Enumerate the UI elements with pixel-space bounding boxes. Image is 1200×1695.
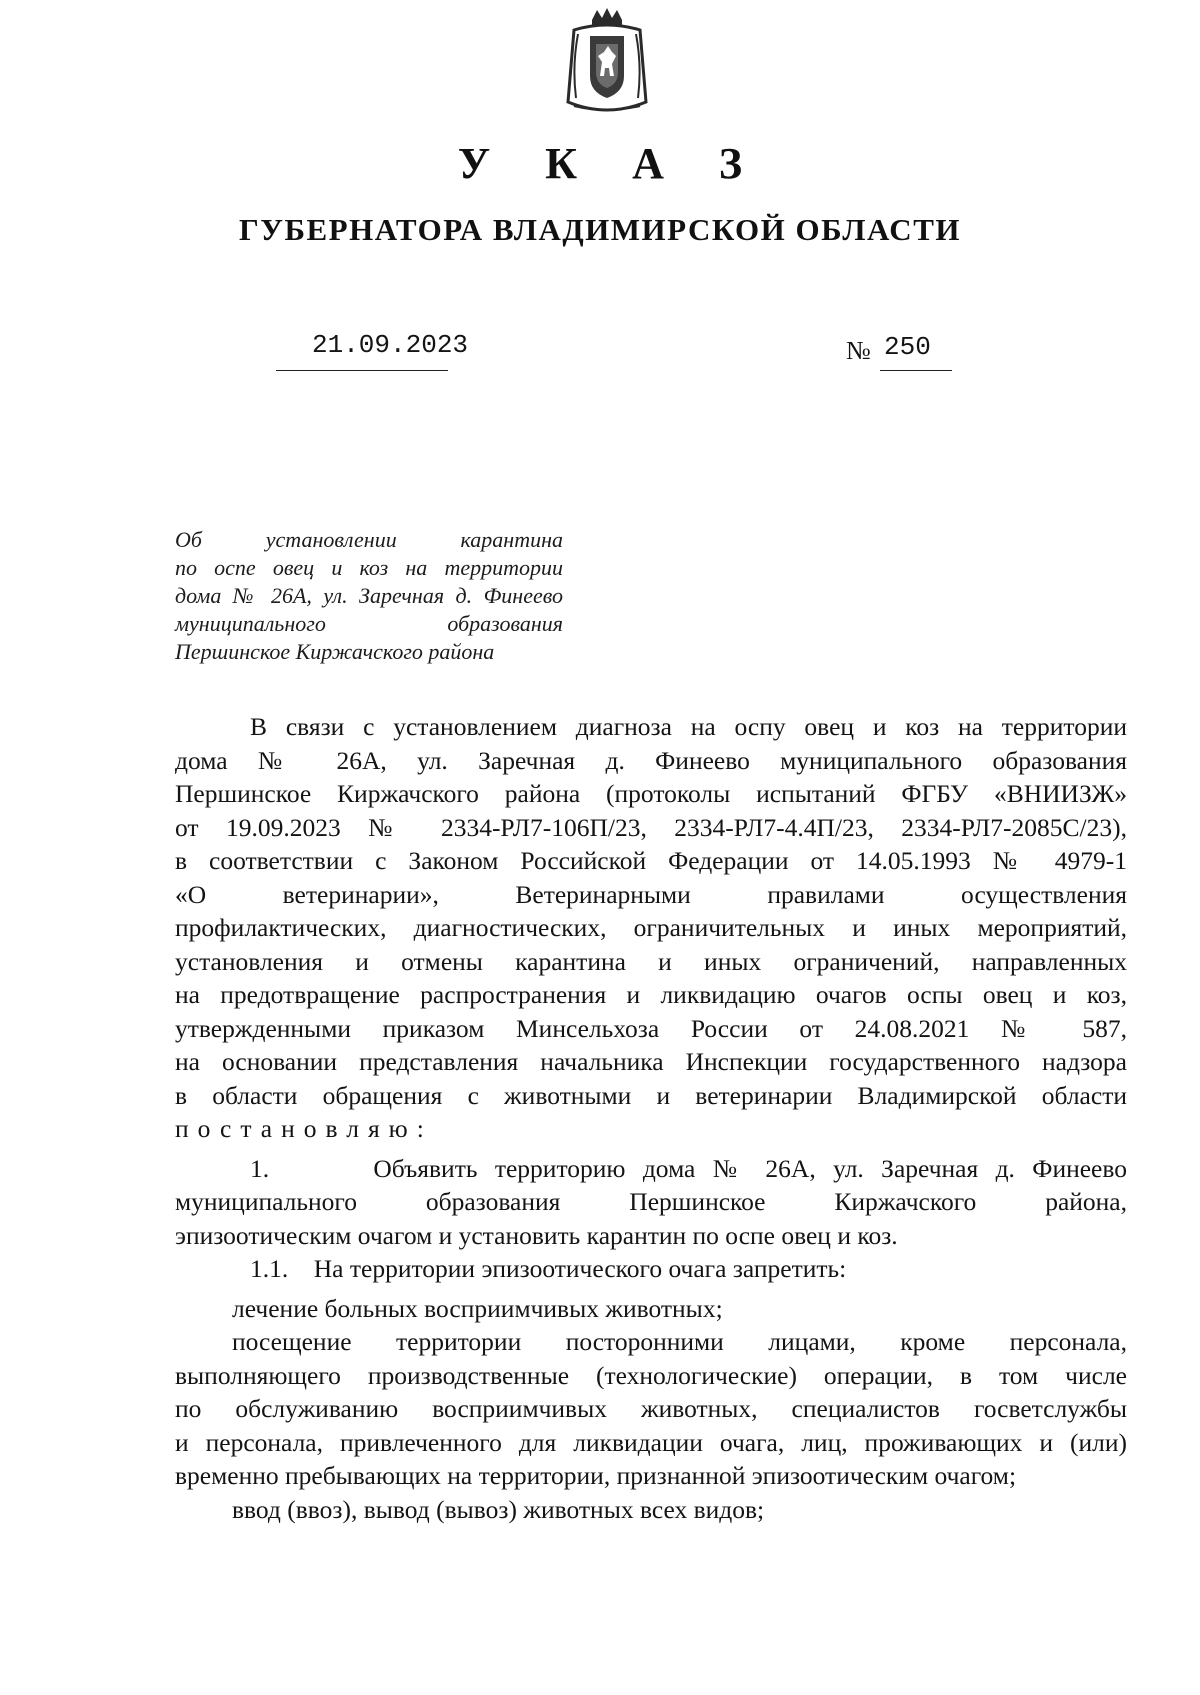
- item-1-line: 1. Объявить территорию дома № 26А, ул. Заречная д. Финеево: [250, 1153, 1127, 1183]
- resolve-word: постановляю:: [175, 1114, 433, 1143]
- preamble-line: на основании представления начальника Инспекции государственного надзора: [175, 1047, 1127, 1076]
- ban-item-line: посещение территории посторонними лицами, кроме персонала,: [232, 1327, 1127, 1356]
- subject-line: Об установлении карантина: [175, 527, 563, 552]
- preamble-line: «О ветеринарии», Ветеринарными правилами осуществления: [175, 879, 1127, 909]
- date-underline: [276, 370, 448, 371]
- item-1-line: эпизоотическим очагом и установить карантин по оспе овец и коз.: [175, 1220, 898, 1250]
- document-type-title: У К А З: [457, 139, 765, 188]
- document-subject: [175, 526, 563, 666]
- subject-line: муниципального образования: [175, 611, 563, 636]
- preamble-line: профилактических, диагностических, ограничительных и иных мероприятий,: [175, 913, 1127, 942]
- ban-item-line: выполняющего производственные (технологические) операции, в том числе: [175, 1360, 1127, 1390]
- preamble-line: дома № 26А, ул. Заречная д. Финеево муниципального образования: [175, 745, 1127, 775]
- preamble-line: Першинское Киржачского района (протоколы испытаний ФГБУ «ВНИИЗЖ»: [175, 779, 1127, 808]
- issuer-title: ГУБЕРНАТОРА ВЛАДИМИРСКОЙ ОБЛАСТИ: [239, 212, 961, 247]
- document-date: 21.09.2023: [312, 330, 469, 360]
- number-underline: [880, 370, 952, 371]
- subject-line: по оспе овец и коз на территории: [175, 555, 563, 580]
- subject-line: дома № 26А, ул. Заречная д. Финеево: [175, 583, 563, 608]
- preamble-line: утвержденными приказом Минсельхоза России от 24.08.2021 № 587,: [175, 1013, 1127, 1043]
- item-1-line: муниципального образования Першинское Киржачского района,: [175, 1187, 1127, 1216]
- preamble-line: В связи с установлением диагноза на оспу овец и коз на территории: [250, 712, 1127, 741]
- item-1-1-heading: 1.1. На территории эпизоотического очага запретить:: [250, 1254, 847, 1283]
- vladimir-oblast-coat-of-arms-icon: [562, 6, 652, 116]
- number-sign: №: [846, 336, 871, 365]
- preamble-line: от 19.09.2023 № 2334-РЛ7-106П/23, 2334-РЛ7-4.4П/23, 2334-РЛ7-2085С/23),: [175, 812, 1127, 842]
- document-body: [175, 710, 1127, 1526]
- preamble-line: в соответствии с Законом Российской Федерации от 14.05.1993 № 4979-1: [175, 846, 1127, 875]
- ban-item: ввод (ввоз), вывод (вывоз) животных всех видов;: [232, 1494, 765, 1524]
- ban-item-line: по обслуживанию восприимчивых животных, специалистов госветслужбы: [175, 1394, 1127, 1423]
- preamble-line: на предотвращение распространения и ликвидацию очагов оспы овец и коз,: [175, 980, 1127, 1009]
- preamble-line: установления и отмены карантина и иных ограничений, направленных: [175, 946, 1127, 976]
- subject-line: Першинское Киржачского района: [175, 639, 495, 664]
- ban-item: лечение больных восприимчивых животных;: [232, 1293, 723, 1323]
- document-number: 250: [884, 332, 931, 362]
- ban-item-line: и персонала, привлеченного для ликвидации очага, лиц, проживающих и (или): [175, 1427, 1127, 1457]
- ban-item-line: временно пребывающих на территории, признанной эпизоотическим очагом;: [175, 1461, 1017, 1490]
- preamble-line: в области обращения с животными и ветеринарии Владимирской области: [175, 1080, 1127, 1110]
